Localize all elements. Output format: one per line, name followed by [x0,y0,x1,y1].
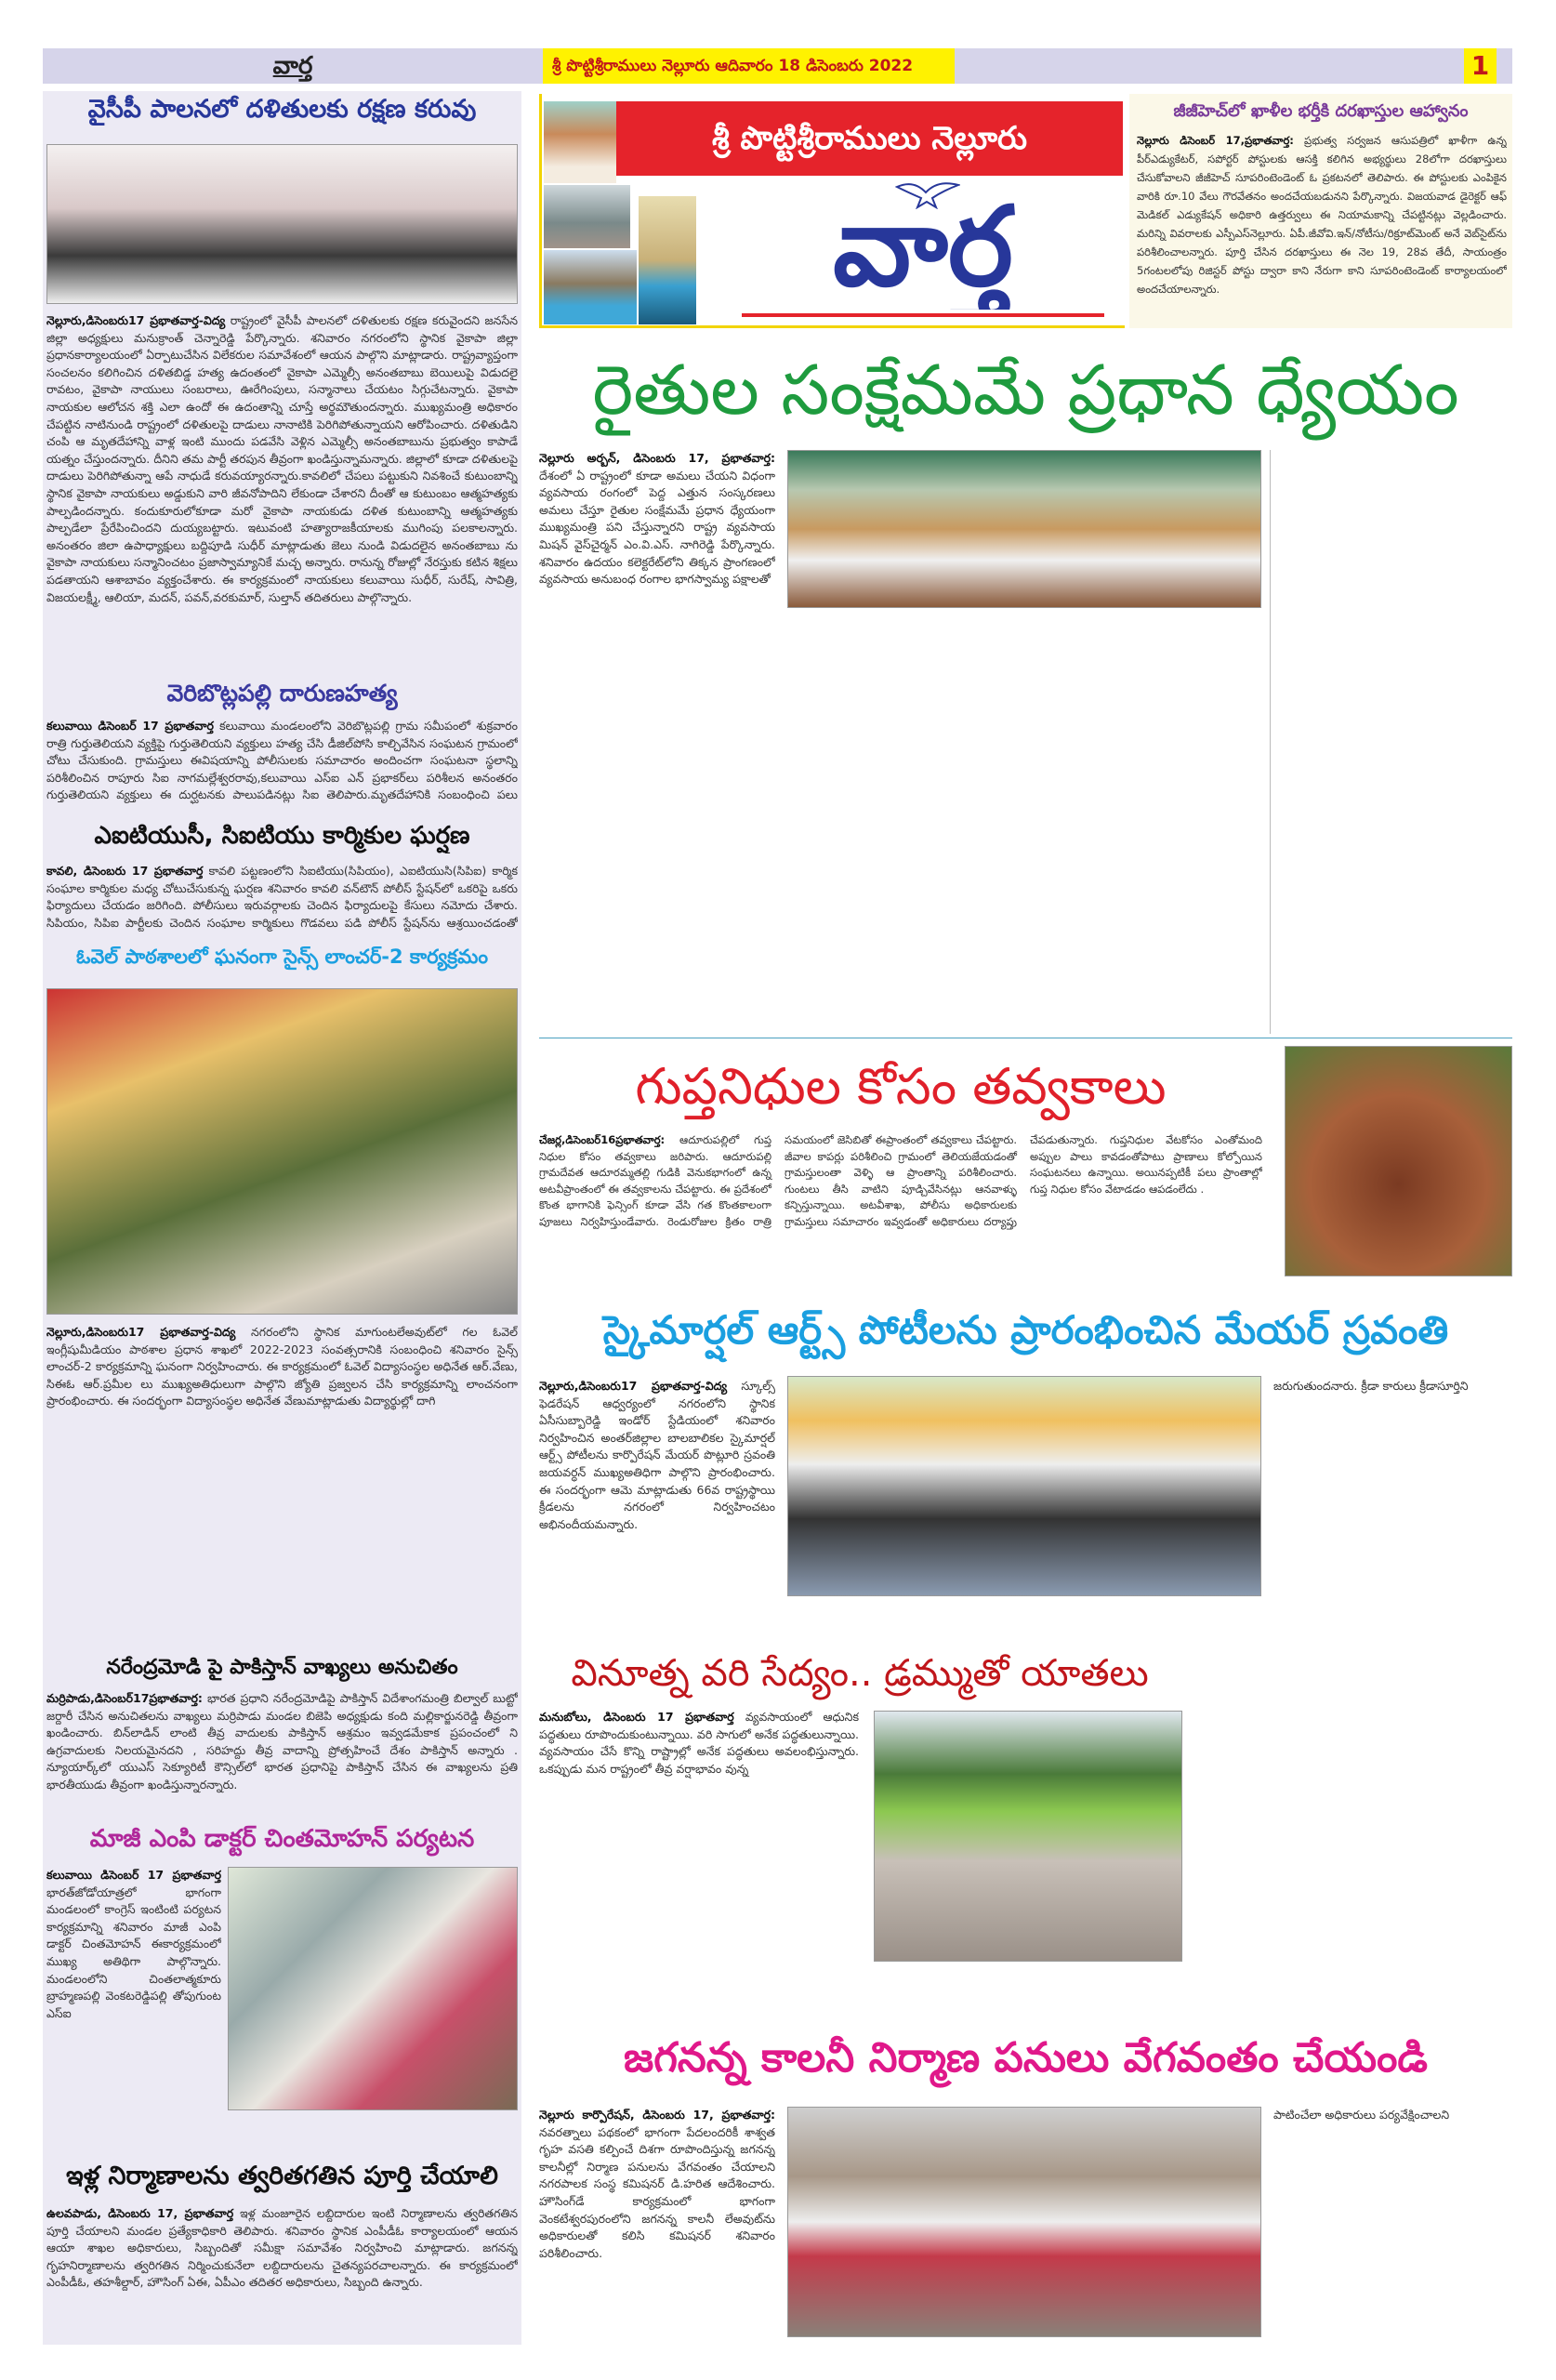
body-text: ఆదూరుపల్లిలో గుప్త నిధుల కోసం తవ్వకాలు జరిపారు. ఆదూరుపల్లి గ్రామదేవత ఆదూరమ్మతల్లి గుడికి వెనుకభాగంలో ఉన్న అటవీప్రాంతంలో ఈ తవ్వకాలను చేపట్టారు. ఈ ప్రదేశంలో కొంత భాగానికి ఫెన్సింగ్ కూడా వేసి గత కొంతకాలంగా పూజలు నిర్వహిస్తుండేవారు. రెండురోజుల క్రితం రాత్రి సమయంలో జెసిబితో ఈప్రాంతంలో తవ్వకాలు చేపట్టారు. జీవాల కాపర్లు పరిశీలించి గ్రామంలో తెలియజేయడంతో గ్రామస్తులంతా వెళ్ళి ఆ ప్రాంతాన్ని పరిశీలించారు. గుంటలు తీసి వాటిని పూడ్చివేసినట్లు ఆనవాళ్ళు కన్పిస్తున్నాయి. అటవీశాఖ, పోలీసు అధికారులకు గ్రామస్తులు సమాచారం ఇవ్వడంతో అధికారులు దర్యాప్తు చేపడుతున్నారు. గుప్తనిధుల వేటకోసం ఎంతోమంది అప్పుల పాలు కావడంతోపాటు ప్రాణాలు కోల్పోయిన సంఘటనలు ఉన్నాయి. అయినప్పటికీ పలు ప్రాంతాల్లో గుప్త నిధుల కోసం వేటాడడం ఆపడంలేదు . [539,1133,1262,1228]
photo-martial-arts [787,1376,1261,1596]
masthead-city-banner: శ్రీ పొట్టిశ్రీరాములు నెల్లూరు [616,101,1123,176]
body-text: ప్రభుత్వ సర్వజన ఆసుపత్రిలో ఖాళీగా ఉన్న పీర్‌ఎడ్యుకేటర్, సపోర్టర్ పోస్టులకు ఆసక్తి కలిగిన అభ్యర్థులు 28లోగా దరఖాస్తులు చేసుకోవాలని జీజీహెచ్ సూపరింటెండెంట్ ఓ ప్రకటనలో తెలిపారు. ఈ పోస్టులకు ఎంపికైన వారికి రూ.10 వేలు గౌరవేతనం అందచేయబడునని పేర్కొన్నారు. విజయవాడ డైరెక్టర్ ఆఫ్ మెడికల్ ఎడ్యుకేషన్ అధికారి ఉత్తర్వులు ఈ నియామకాన్ని చేపట్టినట్లు వెల్లడించారు. మరిన్ని వివరాలకు ఎస్పీఎస్‌నెల్లూరు. ఏపీ.జీవోవి.ఇన్/నోటీసు/రిక్రూట్‌మెంట్ అనే వెబ్‌సైట్‌ను పరిశీలించాలన్నారు. పూర్తి చేసిన దరఖాస్తులు ఈ నెల 19, 28వ తేదీ, సాయంత్రం 5గంటలలోపు రిజిస్టర్ పోస్టు ద్వారా కాని నేరుగా కాని సూపరింటెండెంట్ కార్యాలయంలో అందచేయాలన్నారు. [1137,134,1507,296]
bridge-image [544,185,630,248]
body-text: వ్యవసాయంలో ఆధునిక పద్ధతులు రూపొందుకుంటున్నాయి. వరి సాగులో అనేక పద్ధతులున్నాయి. వ్యవసాయం చేసే కొన్ని రాష్ట్రాల్లో అనేక పద్ధతులు అవలంభిస్తున్నారు. ఒకప్పుడు మన రాష్ట్రంలో తీవ్ర వర్షాభావం వున్న [539,1710,859,1776]
body-text: భారత్‌జోడోయాత్రలో భాగంగా మండలంలో కాంగ్రెస్ ఇంటింటి పర్యటన కార్యక్రమాన్ని శనివారం మాజీ ఎంపి డాక్టర్ చింతమోహన్ ఈకార్యక్రమంలో ముఖ్య అతిథిగా పాల్గొన్నారు. మండలంలోని చింతలాత్మకూరు బ్రాహ్మణపల్లి వెంకటరెడ్డిపల్లి తోపుగుంట ఎస్‌ఐ [46,1884,221,2020]
page-number: 1 [1464,48,1497,84]
dateline: కలువాయి డిసెంబర్ 17 ప్రభాతవార్త [46,719,214,733]
photo-farmers-meeting [787,450,1261,608]
masthead [539,94,1125,328]
article-dalits-body [46,312,518,658]
body-text: రాష్ట్రంలో వైసీపీ పాలనలో దళితులకు రక్షణ కరువైందని జనసేన జిల్లా అధ్యక్షులు మనుక్రాంత్ చెన్నారెడ్డి పేర్కొన్నారు. శనివారం నగరంలోని స్థానిక వైకాపా జిల్లా ప్రధానకార్యాలయంలో ఏర్పాటుచేసిన విలేకరుల సమావేశంలో ఆయన పాల్గొని మాట్లాడారు. రాష్ట్రవ్యాప్తంగా సంచలనం కలిగించిన దళితబిడ్డ హత్య ఉదంతంలో వైకాపా ఎమ్మెల్సీ అనంతబాబు బెయిలుపై విడుదలై రావటం, వైకాపా నాయులు సంబరాలు, ఊరేగింపులు, సన్మానాలు చేయటం సిగ్గుచేటన్నారు. వైకాపా నాయకుల ఆలోచన శక్తి ఎలా ఉందో ఈ ఉదంతాన్ని చూస్తే అర్థమౌతుందన్నారు. ముఖ్యమంత్రి అధికారం చేపట్టిన నాటినుండి రాష్ట్రంలో దళితులపై దాడులు నానాటికి పెరిగిపోతున్నాయని ఆరోపించారు. దళితుడిని చంపి ఆ మృతదేహాన్ని వాళ్ల ఇంటి ముందు పడవేసి వెళ్లిన ఎమ్మెల్సీ అనంతబాబును ప్రభుత్వం కాపాడే యత్నం చేస్తుందన్నారు. దీనిని తమ పార్టీ తరపున తీవ్రంగా ఖండిస్తున్నామన్నారు. జిల్లాలో కూడా దళితులపై దాడులు పెరిగిపోతున్నా ఆపే నాధుడే కరువయ్యారన్నారు.కావలిలో చేపలు పట్టుకుని నివశించే కుటుంబాన్ని స్థానిక వైకాపా నాయకులు అడ్డుకుని వారి జీవనోపాదిని లేకుండా చేశారని దీంతో ఆ కుటుంబం ఆత్మహత్యకు పాల్పడిందన్నారు. కందుకూరులోకూడా మరో వైకాపా నాయకుడు దళిత కుటుంబాన్ని ఆత్మహత్యకు పాల్పడేలా ప్రేరేపించిందని దుయ్యబట్టారు. ఇటువంటి హత్యారాజకీయాలకు ముగింపు పలకాలన్నారు. అనంతరం జిలా ఉపాధ్యాక్షులు బద్దిపూడి సుధీర్ మాట్లాడుతు జెలు నుండి విడుదలైన అనంతబాబు ను వైకాపా నాయకులు సన్మానించటం ప్రజాస్వామ్యానికే మచ్చ అన్నారు. రానున్న రోజుల్లో నేరస్తుకు కటిన శిక్షలు పడతాయని ఆశాబావం వ్యక్తంచేశారు. ఈ కార్యక్రమంలో నాయకులు కలువాయి సుధీర్, సురేష్, సావిత్రి, విజయలక్ష్మీ, ఆలియా, మదన్, పవన్,వరకుమార్, సుల్తాన్ తదితరులు పాల్గొన్నారు. [46,313,518,604]
photo-drum-seeder [874,1711,1182,1962]
headline-farmers: రైతుల సంక్షేమమే ప్రధాన ధ్యేయం [592,350,1459,430]
body-text: కావలి పట్టణంలోని సిఐటియు(సిపియం), ఎఐటియుసి(సిపిఐ) కార్మిక సంఘాల కార్మికుల మధ్య చోటుచేసుకున్న ఘర్షణ శనివారం కావలి వన్‌టౌన్ పోలీస్ స్టేషన్‌లో ఒకరిపై ఒకరు ఫిర్యాదులు చేయడం జరిగింది. పోలీసులు ఇరువర్గాలకు చెందిన ఫిర్యాదులపై కేసులు నమోదు చేశారు. సిపియం, సిపిఐ పార్టీలకు చెందిన సంఘాల కార్మికులు గొడవలు పడి పోలీస్ స్టేషన్‌ను ఆశ్రయించడంతో [46,864,518,930]
port-image [544,250,637,324]
article-farmers-body [539,450,775,1021]
photo-science-exhibition [46,988,518,1315]
dateline: కలువాయి డిసెంబర్ 17 ప్రభాతవార్త [46,1868,221,1882]
dateline: నెల్లూరు అర్బన్, డిసెంబరు 17, ప్రభాతవార్త: [539,451,775,465]
article-chintamohan-body [46,1867,221,2144]
headline-paddy: వినూత్న వరి సేద్యం.. డ్రమ్ముతో యాతలు [571,1652,1149,1695]
dateline: మర్రిపాడు,డిసెంబర్17ప్రభాతవార్త: [46,1691,203,1705]
article-ggh [1129,94,1512,328]
masthead-underline [742,313,1104,317]
body-text: దేశంలో ఏ రాష్ట్రంలో కూడా అమలు చేయని విధంగా వ్యవసాయ రంగంలో పెద్ద ఎత్తున సంస్కరణలు అమలు చేస్తూ రైతుల సంక్షేమమే ప్రధాన ధ్యేయంగా ముఖ్యమంత్రి పని చేస్తున్నారని రాష్ట్ర వ్యవసాయ మిషన్ వైస్‌చైర్మన్ ఎం.వి.ఎస్. నాగిరెడ్డి పేర్కొన్నారు. శనివారం ఉదయం కలెక్టరేట్‌లోని తిక్కన ప్రాంగణంలో వ్యవసాయ అనుబంధ రంగాల భాగస్వామ్య పక్షాలతో [539,468,775,587]
article-murder-body [46,718,518,804]
article-skymarshal-continued: జరుగుతుందనారు. క్రీడా కారులు క్రీడాసూర్తిని [1273,1379,1469,1393]
headline-science: ఓవెల్ పాఠశాలలో ఘనంగా సైన్స్ లాంచర్-2 కార్యక్రమం [75,945,489,968]
dateline: నెల్లూరు,డిసెంబరు17 ప్రభాతవార్త-విద్య [539,1379,728,1393]
body-text: కలువాయి మండలంలోని వెరిబొట్లపల్లి గ్రామ సమీపంలో శుక్రవారం రాత్రి గుర్తుతెలియని వ్యక్తిపై గుర్తుతెలియని వ్యక్తులు హత్య చేసి డీజిల్‌పోసి కాల్చివేసిన సంఘటన గ్రామంలో చోటు చేసుకుంది. గ్రామస్తులు ఈవిషయాన్ని పోలీసులకు సమాచారం అందించగా సంఘటనా స్థలాన్ని పరిశీలించిన రాపూరు సిఐ నాగమల్లేశ్వరరావు,కలువాయి ఎస్‌ఐ ఎన్ ప్రభాకర్‌లు పరిశీలన అనంతరం గుర్తుతెలియని వ్యక్తులు ఈ దుర్ఘటనకు పాలుపడినట్లు సిఐ తెలిపారు.మృతదేహానికి సంబంధించి పలు [46,719,518,802]
article-modi-body [46,1690,518,1812]
article-treasure-body [539,1132,1262,1230]
headline-dalits: వైసీపీ పాలనలో దళితులకు రక్షణ కరువు [87,95,477,124]
photo-digging-site [1285,1046,1512,1276]
article-ggh-body [1137,131,1507,317]
body-text: భారత ప్రధాని నరేంద్రమోడిపై పాకిస్తాన్ విదేశాంగమంత్రి బిల్వాల్ బుట్టో జర్దారీ చేసిన అనుచితలను వాఖ్యలు మర్రిపాడు మండల బిజెపి అధ్యక్షుడు కంది మల్లికార్జునరెడ్డి తీవ్రంగా ఖండించారు. బిన్‌లాడిన్ లాంటి తీవ్ర వాదులకు పాకిస్తాన్ ఆశ్రమం ఇవ్వడమేకాక ప్రపంచంలో ని ఉగ్రవాదులకు నిలయమైనదని , సరిహద్దు తీవ్ర వాదాన్ని ప్రోత్సహించే దేశం పాకిస్తాన్ అన్నారు . న్యూయార్క్‌లో యుఎస్ సెక్యూరిటీ కౌన్సిల్‌లో భారత ప్రధానిపై పాకిస్తాన్ చేసిన ఈ వాఖ్యలను ప్రతి భారతీయుడు తీవ్రంగా ఖండిస్తున్నారన్నారు. [46,1691,518,1792]
temple-image [639,196,696,324]
article-paddy-body [539,1709,859,1968]
headline-ggh: జీజీహెచ్‌లో ఖాళీల భర్తీకి దరఖాస్తుల ఆహ్వానం [1173,101,1469,121]
photo-colony-inspection [787,2107,1261,2337]
headline-skymarshal: స్కైమార్షల్ ఆర్ట్స్ పోటీలను ప్రారంభించిన మేయర్ స్రవంతి [602,1307,1449,1353]
header-date-line: శ్రీ పొట్టిశ్రీరాములు నెల్లూరు ఆదివారం 18 డిసెంబరు 2022 [543,48,955,84]
headline-houses: ఇళ్ల నిర్మాణాలను త్వరితగతిన పూర్తి చేయాలి [66,2162,498,2190]
headline-unions: ఎఐటియుసీ, సిఐటియు కార్మికుల ఘర్షణ [94,822,470,850]
article-houses-body [46,2205,518,2327]
headline-colony: జగనన్న కాలనీ నిర్మాణ పనులు వేగవంతం చేయండి [624,2034,1428,2082]
body-text: ఇళ్ల మంజూరైన లబ్దిదారుల ఇంటి నిర్మాణాలను త్వరితగతిన పూర్తి చేయాలని మండల ప్రత్యేకాధికారి తెలిపారు. శనివారం స్థానిక ఎంపీడీఓ కార్యాలయంలో ఆయన ఆయా శాఖల అధికారులు, సిబ్బందితో సమీక్షా సమావేశం నిర్వహించి మాట్లాడారు. జగనన్న గృహనిర్మాణాలను త్వరిగతిన నిర్మించుకునేలా లబ్దిదారులను చైతన్యపరచాలన్నారు. ఈ కార్యక్రమంలో ఎంపీడీఓ, తహశీల్దార్, హౌసింగ్ ఏఈ, ఏపీఎం తదితర అధికారులు, సిబ్బంది ఉన్నారు. [46,2206,518,2290]
page-header-bar [43,48,1512,84]
headline-treasure: గుప్తనిధుల కోసం తవ్వకాలు [635,1057,1167,1116]
dateline: నెల్లూరు డిసెంబర్ 17,ప్రభాతవార్త: [1137,134,1294,147]
article-skymarshal-body [539,1378,775,1637]
body-text: నగరంలోని స్థానిక మాగుంటలేఅవుట్‌లో గల ఓవెల్ ఇంగ్లీషుమీడియం పాఠశాల ప్రధాన శాఖలో 2022-2023 సంవత్సరానికి సంబంధించి శనివారం సైన్స్ లాంచర్-2 కార్యక్రమాన్ని ఘనంగా నిర్వహించారు. ఈ కార్యక్రమంలో ఓవెల్ విద్యాసంస్థల అధినేత ఆర్.వేణు, సిఈఓ ఆర్.ప్రమీల లు ముఖ్యఅతిధులుగా పాల్గొని జ్యోతి ప్రజ్వలన చేసి కార్యక్రమాన్ని లాంచనంగా ప్రారంభించారు. ఈ సందర్భంగా విద్యాసంస్థల అధినేత వేణుమాట్లాడుతు విద్యార్థుల్లో దాగి [46,1325,518,1408]
headline-murder: వెరిబొట్లపల్లి దారుణహత్య [166,680,398,707]
dateline: ఉలవపాడు, డిసెంబరు 17, ప్రభాతవార్త [46,2206,234,2220]
article-colony-body [539,2107,775,2332]
dateline: నెల్లూరు,డిసెంబరు17 ప్రభాతవార్త-విద్య [46,313,226,327]
masthead-logo: వార్త [833,183,1013,310]
dateline: నెల్లూరు,డిసెంబరు17 ప్రభాతవార్త-విద్య [46,1325,236,1339]
portrait-image [544,101,616,183]
dateline: కావలి, డిసెంబరు 17 ప్రభాతవార్త [46,864,204,878]
photo-chintamohan-visit [228,1867,518,2110]
headline-modi: నరేంద్రమోడి పై పాకిస్తాన్ వాఖ్యలు అనుచితం [106,1656,458,1679]
article-colony-continued: పాటించేలా అధికారులు పర్యవేక్షించాలని [1273,2108,1450,2122]
dateline: నెల్లూరు కార్పొరేషన్, డిసెంబరు 17, ప్రభాతవార్త: [539,2108,775,2122]
article-science-body [46,1324,518,1635]
dateline: చేజర్ల,డిసెంబర్16ప్రభాతవార్త: [539,1133,666,1146]
body-text: స్కూల్స్ ఫెడరేషన్ ఆధ్వర్యంలో నగరంలోని స్థానిక ఏసీసుబ్బారెడ్డి ఇండోర్ స్టేడియంలో శనివారం నిర్వహించిన అంతర్‌జిల్లాల బాలబాలికల స్కైమార్షల్ ఆర్ట్స్ పోటీలను కార్పొరేషన్ మేయర్ పొట్లూరి స్రవంతి జయవర్ధన్ ముఖ్యఅతిధిగా పాల్గొని ప్రారంభించారు. ఈ సందర్భంగా ఆమె మాట్లాడుతు 66వ రాష్ట్రస్థాయి క్రీడలను నగరంలో నిర్వహించటం అభినందీయమన్నారు. [539,1379,775,1531]
body-text: నవరత్నాలు పథకంలో భాగంగా పేదలందరికీ శాశ్వత గృహ వసతి కల్పించే దిశగా రూపొందిస్తున్న జగనన్న కాలనీల్లో నిర్మాణ పనులను వేగవంతం చేయాలని నగరపాలక సంస్థ కమిషనర్ డి.హరిత ఆదేశించారు. హౌసింగ్‌డే కార్యక్రమంలో భాగంగా వెంకటేశ్వరపురంలోని జగనన్న కాలనీ లేఅవుట్‌ను అధికారులతో కలిసి కమిషనర్ శనివారం పరిశీలించారు. [539,2124,775,2260]
header-logo: వార్త [272,52,313,80]
dateline: మనుబోలు, డిసెంబరు 17 ప్రభాతవార్త [539,1710,734,1724]
photo-press-meet [46,144,518,304]
article-unions-body [46,863,518,932]
headline-chintamohan: మాజీ ఎంపి డాక్టర్ చింతమోహన్ పర్యటన [89,1825,475,1853]
column-rule [1270,450,1271,1034]
